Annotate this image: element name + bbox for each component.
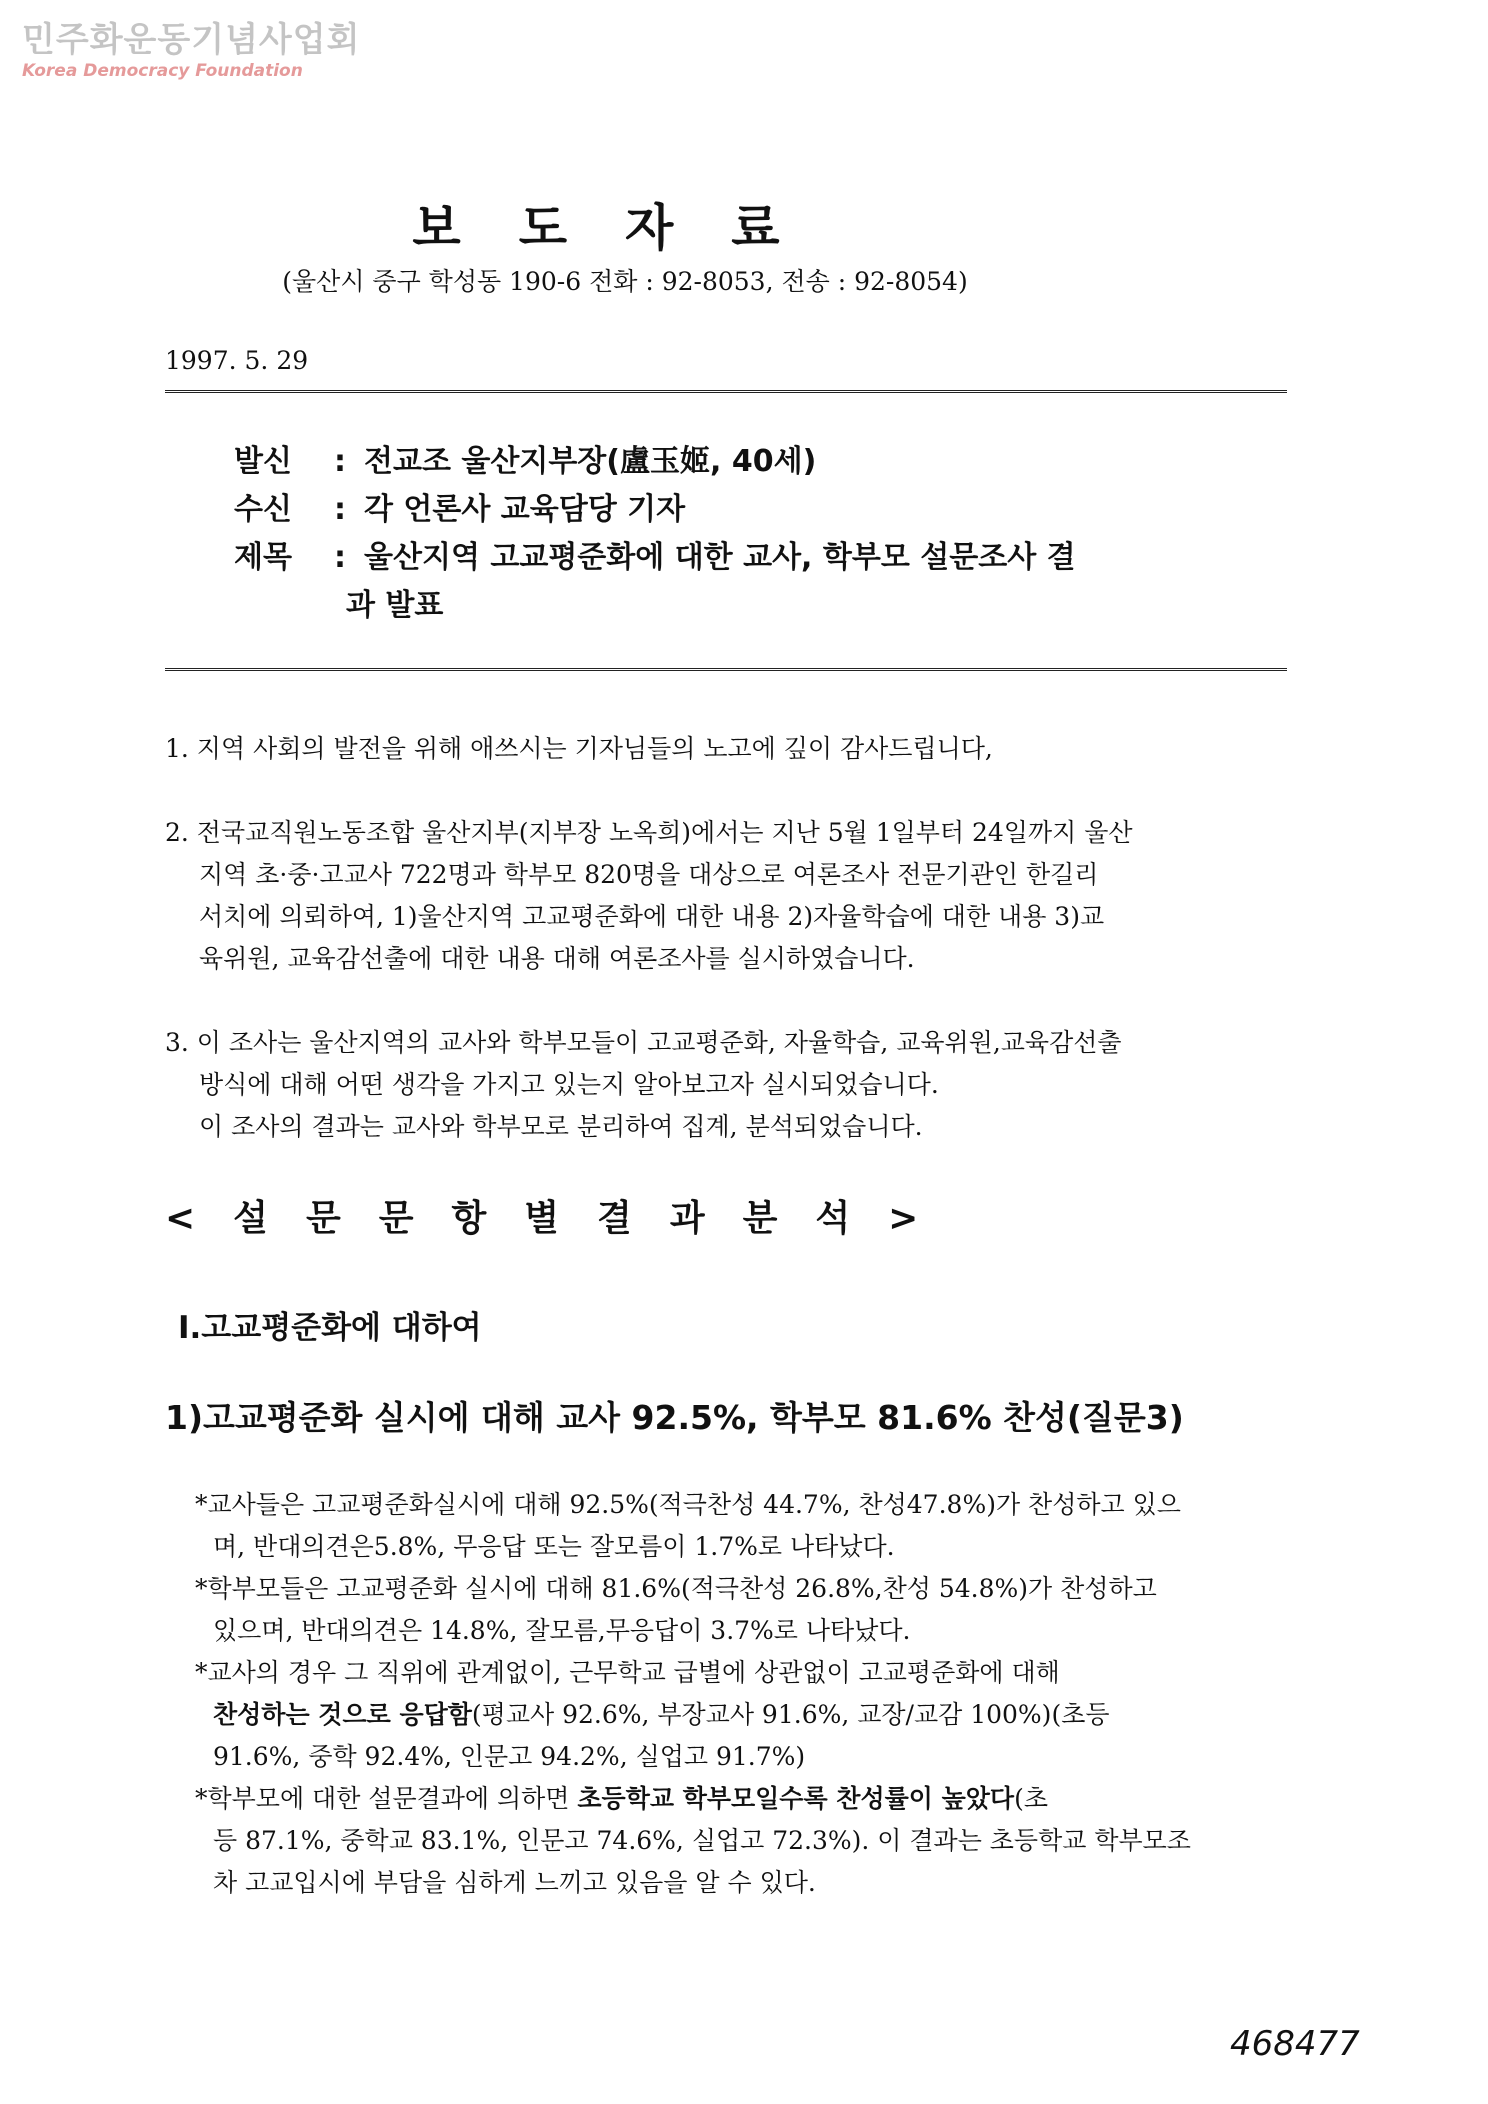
paragraph-2-line-1: 2. 전국교직원노동조합 울산지부(지부장 노옥희)에서는 지난 5월 1일부터 24일까지 울산 <box>165 818 1133 847</box>
sender-row <box>234 438 816 486</box>
paragraph-2-line-3: 서치에 의뢰하여, 1)울산지역 고교평준화에 대한 내용 2)자율학습에 대한 내용 3)교 <box>199 902 1105 931</box>
top-divider <box>165 390 1287 393</box>
sender-value: 전교조 울산지부장(盧玉姬, 40세) <box>364 444 817 479</box>
finding-2-line-2: 있으며, 반대의견은 14.8%, 잘모름,무응답이 3.7%로 나타났다. <box>213 1616 911 1645</box>
subject-colon: : <box>334 540 346 575</box>
finding-3-bold-part: 찬성하는 것으로 응답함 <box>213 1700 472 1729</box>
finding-3-detail: (평교사 92.6%, 부장교사 91.6%, 교장/교감 100%)(초등 <box>471 1700 1110 1729</box>
finding-2-line-1: *학부모들은 고교평준화 실시에 대해 81.6%(적극찬성 26.8%,찬성 54.8%)가 찬성하고 <box>195 1574 1157 1603</box>
subject-value-line2: 과 발표 <box>346 588 444 623</box>
sender-label: 발신 <box>234 444 292 479</box>
recipient-row <box>234 486 685 534</box>
finding-3-line-1: *교사의 경우 그 직위에 관계없이, 근무학교 급별에 상관없이 고교평준화에 대해 <box>195 1658 1060 1687</box>
finding-4-line-1 <box>195 1778 1307 1820</box>
paragraph-1-line: 1. 지역 사회의 발전을 위해 애쓰시는 기자님들의 노고에 깊이 감사드립니다, <box>165 734 993 763</box>
handwritten-page-number: 468477 <box>1230 2024 1360 2064</box>
subject-row-continued <box>234 582 443 630</box>
bottom-divider <box>165 668 1287 671</box>
sender-colon: : <box>334 444 346 479</box>
subject-row <box>234 534 1076 582</box>
paragraph-1 <box>165 728 1305 770</box>
finding-1-line-2: 며, 반대의견은5.8%, 무응답 또는 잘모름이 1.7%로 나타났다. <box>213 1532 895 1561</box>
logo-korean-text: 민주화운동기념사업회 <box>22 20 361 60</box>
subject-value-line1: 울산지역 고교평준화에 대한 교사, 학부모 설문조사 결 <box>364 540 1076 575</box>
findings-list <box>195 1484 1307 1904</box>
logo-english-text: Korea Democracy Foundation <box>22 61 303 81</box>
paragraph-3-line-1: 3. 이 조사는 울산지역의 교사와 학부모들이 고교평준화, 자율학습, 교육위원,교육감선출 <box>165 1028 1122 1057</box>
paragraph-2-line-2: 지역 초·중·고교사 722명과 학부모 820명을 대상으로 여론조사 전문기관인 한길리 <box>199 860 1099 889</box>
paragraph-2 <box>165 812 1305 980</box>
document-date: 1997. 5. 29 <box>165 346 309 375</box>
foundation-logo <box>22 20 360 82</box>
finding-3-line-2 <box>195 1694 1307 1736</box>
recipient-value: 각 언론사 교육담당 기자 <box>364 492 686 527</box>
paragraph-3-line-2: 방식에 대해 어떤 생각을 가지고 있는지 알아보고자 실시되었습니다. <box>199 1070 939 1099</box>
finding-4-line-3: 차 고교입시에 부담을 심하게 느끼고 있음을 알 수 있다. <box>213 1868 816 1897</box>
finding-1-line-1: *교사들은 고교평준화실시에 대해 92.5%(적극찬성 44.7%, 찬성47.8%)가 찬성하고 있으 <box>195 1490 1181 1519</box>
finding-heading: 1)고교평준화 실시에 대해 교사 92.5%, 학부모 81.6% 찬성(질문3) <box>165 1398 1184 1437</box>
section-heading: <설문문항별결과분석> <box>165 1198 957 1239</box>
paragraph-2-line-4: 육위원, 교육감선출에 대한 내용 대해 여론조사를 실시하였습니다. <box>199 944 915 973</box>
paragraph-3 <box>165 1022 1305 1148</box>
finding-3-line-3: 91.6%, 중학 92.4%, 인문고 94.2%, 실업고 91.7%) <box>213 1742 806 1771</box>
paragraph-3-line-3: 이 조사의 결과는 교사와 학부모로 분리하여 집계, 분석되었습니다. <box>199 1112 923 1141</box>
recipient-colon: : <box>334 492 346 527</box>
subject-label: 제목 <box>234 540 292 575</box>
finding-4-bold-part: 초등학교 학부모일수록 찬성률이 높았다 <box>577 1784 1015 1813</box>
finding-4-continued: (초 <box>1014 1784 1048 1813</box>
finding-4-intro: *학부모에 대한 설문결과에 의하면 <box>195 1784 578 1813</box>
subsection-heading: Ⅰ.고교평준화에 대하여 <box>178 1310 482 1346</box>
document-title: 보도자료 <box>412 199 838 257</box>
finding-4-line-2: 등 87.1%, 중학교 83.1%, 인문고 74.6%, 실업고 72.3%). 이 결과는 초등학교 학부모조 <box>213 1826 1191 1855</box>
recipient-label: 수신 <box>234 492 292 527</box>
contact-address: (울산시 중구 학성동 190-6 전화 : 92-8053, 전송 : 92-8054) <box>282 267 968 296</box>
